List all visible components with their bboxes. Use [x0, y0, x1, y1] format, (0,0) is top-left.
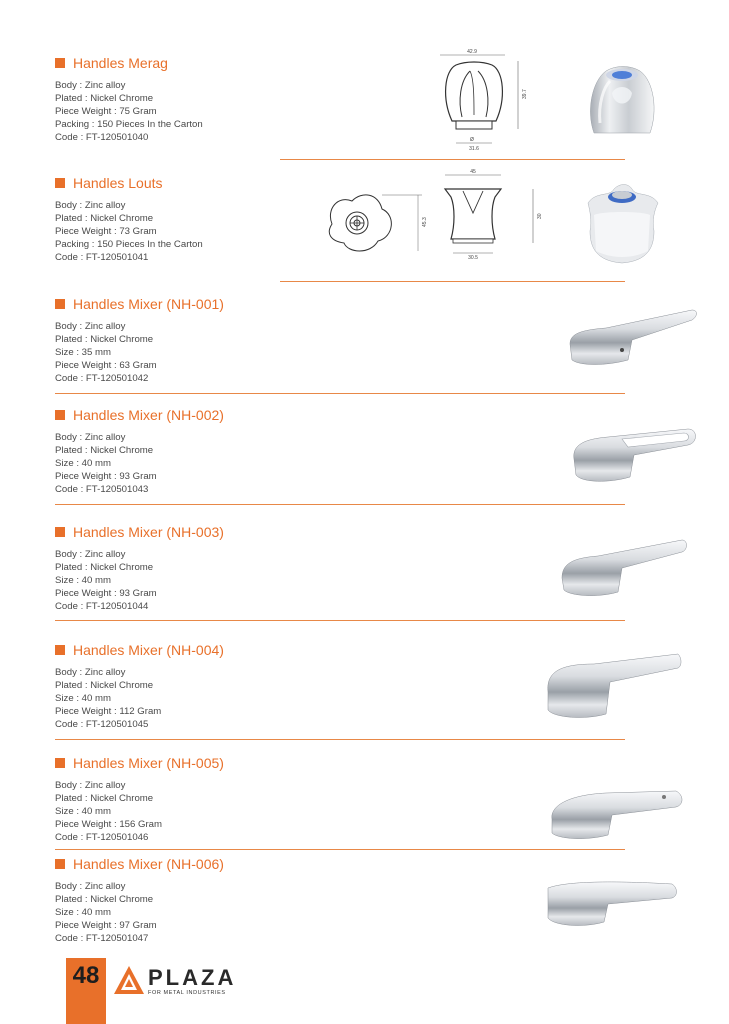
product-specs: Body : Zinc alloy Plated : Nickel Chrome Size : 40 mm Piece Weight : 93 Gram Code : FT-120501043	[55, 432, 157, 495]
product-title: Handles Mixer (NH-002)	[55, 407, 224, 423]
product-title: Handles Mixer (NH-006)	[55, 856, 224, 872]
section-divider	[55, 393, 625, 394]
bullet-square-icon	[55, 299, 65, 309]
bullet-square-icon	[55, 58, 65, 68]
bullet-square-icon	[55, 410, 65, 420]
dim-height-label: 39.7	[522, 89, 528, 99]
product-photo	[582, 63, 662, 143]
product-nh-005	[0, 755, 729, 855]
dim-base-label: 30.5	[468, 255, 478, 261]
product-specs: Body : Zinc alloy Plated : Nickel Chrome Size : 40 mm Piece Weight : 156 Gram Code : FT-120501046	[55, 780, 163, 843]
brand-name: PLAZA	[148, 965, 237, 990]
dim-width-label: 42.9	[467, 49, 477, 55]
bullet-square-icon	[55, 758, 65, 768]
section-divider	[280, 159, 625, 160]
product-nh-003	[0, 524, 729, 624]
plaza-logo-icon	[112, 964, 146, 996]
brand-tagline: FOR METAL INDUSTRIES	[148, 990, 226, 996]
product-specs: Body : Zinc alloy Plated : Nickel Chrome Size : 40 mm Piece Weight : 97 Gram Code : FT-120501047	[55, 881, 157, 944]
product-title: Handles Mixer (NH-003)	[55, 524, 224, 540]
dim-base-label: 31.6	[469, 146, 479, 152]
product-nh-004	[0, 642, 729, 742]
product-specs: Body : Zinc alloy Plated : Nickel Chrome Piece Weight : 75 Gram Packing : 150 Pieces In the Carton Code : FT-120501040	[55, 80, 203, 143]
product-photo	[558, 534, 690, 600]
dim-side-label: 45.3	[422, 217, 428, 227]
product-specs: Body : Zinc alloy Plated : Nickel Chrome Piece Weight : 73 Gram Packing : 150 Pieces In the Carton Code : FT-120501041	[55, 200, 203, 263]
product-merag	[0, 49, 729, 165]
section-divider	[55, 620, 625, 621]
product-nh-001	[0, 296, 729, 396]
product-photo	[546, 787, 686, 843]
section-divider	[55, 849, 625, 850]
product-nh-002	[0, 407, 729, 507]
product-photo	[544, 648, 684, 722]
bullet-square-icon	[55, 178, 65, 188]
product-photo	[566, 304, 700, 370]
product-photo	[544, 878, 680, 930]
product-title: Handles Mixer (NH-004)	[55, 642, 224, 658]
page-number: 48	[72, 962, 100, 989]
product-title: Handles Louts	[55, 175, 163, 191]
product-nh-006	[0, 856, 729, 951]
product-specs: Body : Zinc alloy Plated : Nickel Chrome Size : 40 mm Piece Weight : 112 Gram Code : FT-120501045	[55, 667, 162, 730]
product-title: Handles Mixer (NH-001)	[55, 296, 224, 312]
section-divider	[55, 504, 625, 505]
product-specs: Body : Zinc alloy Plated : Nickel Chrome Size : 35 mm Piece Weight : 63 Gram Code : FT-120501042	[55, 321, 157, 384]
section-divider	[280, 281, 625, 282]
technical-drawing	[430, 49, 540, 159]
technical-drawing-top	[322, 189, 432, 259]
section-divider	[55, 739, 625, 740]
dim-height-label: 30	[537, 213, 543, 219]
product-photo	[568, 419, 698, 489]
product-title: Handles Mixer (NH-005)	[55, 755, 224, 771]
technical-drawing-side	[435, 167, 555, 267]
bullet-square-icon	[55, 645, 65, 655]
product-photo	[582, 181, 662, 267]
dim-diameter-symbol: Ø	[470, 137, 474, 143]
product-louts	[0, 169, 729, 285]
bullet-square-icon	[55, 859, 65, 869]
product-specs: Body : Zinc alloy Plated : Nickel Chrome Size : 40 mm Piece Weight : 93 Gram Code : FT-120501044	[55, 549, 157, 612]
dim-width-label: 45	[470, 169, 476, 175]
product-title: Handles Merag	[55, 55, 168, 71]
bullet-square-icon	[55, 527, 65, 537]
